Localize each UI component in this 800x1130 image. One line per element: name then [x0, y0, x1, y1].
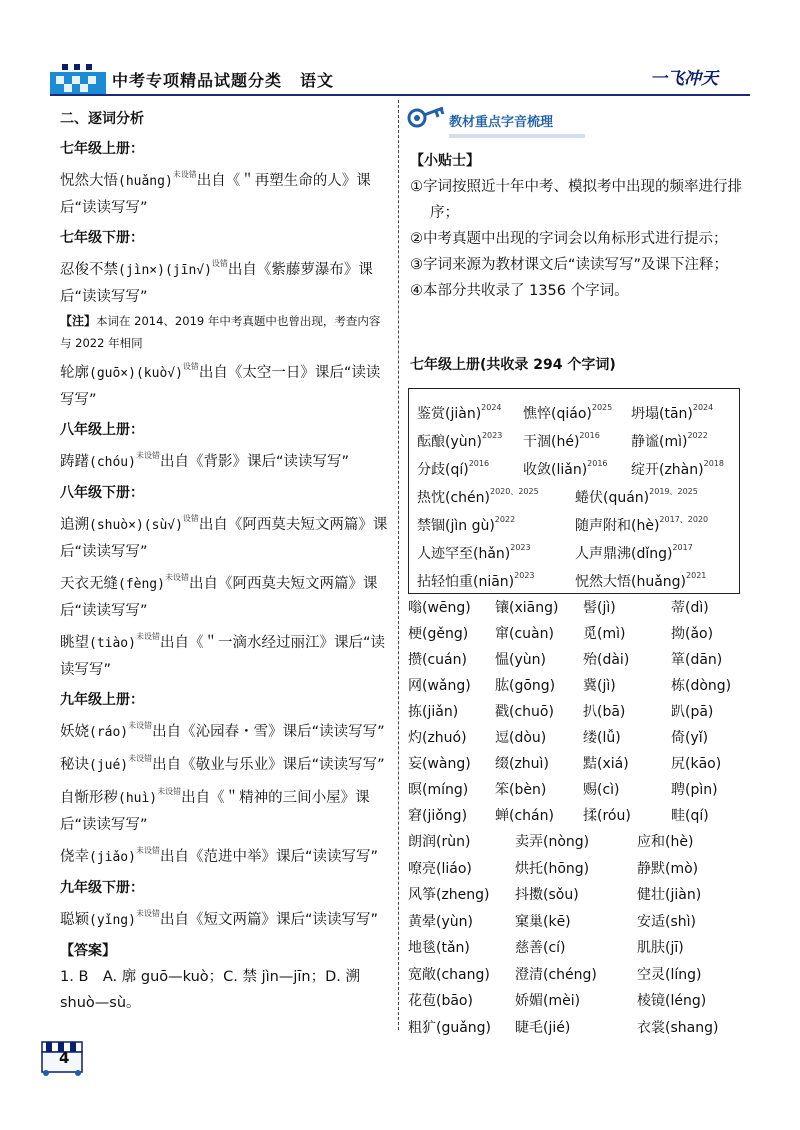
word-entry: 踌躇(chóu)$^{未设错}$出自《背影》课后“读读写写”	[60, 451, 349, 470]
exam-word: 收敛(liǎn)$^{2016}$	[523, 459, 608, 478]
vocab-word: 睫毛(jié)	[515, 1019, 571, 1036]
tips-heading: 【小贴士】	[410, 153, 480, 169]
vocab-char: 蝉(chán)	[495, 808, 554, 824]
word-entry: 侥幸(jiǎo)$^{未设错}$出自《范进中举》课后“读读写写”	[60, 846, 378, 865]
vocab-char: 赐(cì)	[583, 782, 620, 798]
header-subject: 语文	[300, 71, 335, 90]
vocab-char: 缀(zhuì)	[495, 756, 549, 772]
vocab-heading: 七年级上册(共收录 294 个字词)	[410, 357, 616, 373]
vocab-char: 拣(jiǎn)	[408, 704, 459, 720]
exam-word: 蜷伏(quán)$^{2019、2025}$	[575, 487, 698, 506]
header-rule	[50, 94, 750, 96]
tips-box	[410, 144, 750, 304]
exam-word: 静谧(mì)$^{2022}$	[631, 431, 708, 450]
vocab-word: 空灵(líng)	[637, 966, 702, 983]
vocab-char: 笨(bèn)	[495, 782, 547, 798]
vocab-char: 肱(gōng)	[495, 678, 556, 694]
vocab-word: 应和(hè)	[637, 834, 694, 850]
vocab-word: 花苞(bāo)	[408, 993, 473, 1009]
word-entry: 天衣无缝(fèng)$^{未设错}$出自《阿西莫夫短文两篇》课后“读读写写”	[60, 573, 378, 619]
vocab-char: 拗(ǎo)	[671, 626, 714, 642]
vocab-word: 宽敞(chang)	[408, 966, 490, 983]
vocab-char: 窜(cuàn)	[495, 626, 554, 642]
vocab-char: 妄(wàng)	[408, 756, 471, 772]
section-title: 教材重点字音梳理	[449, 115, 554, 130]
word-entry: 忍俊不禁(jìn×)(jīn√)$^{设错}$出自《紫藤萝瀑布》课后“读读写写”	[60, 259, 373, 305]
vocab-char: 黠(xiá)	[583, 756, 629, 772]
vocab-char: 尻(kāo)	[671, 756, 722, 772]
vocab-char: 扒(bā)	[583, 704, 626, 720]
exam-word: 干涸(hé)$^{2016}$	[523, 431, 600, 450]
vocab-char: 缕(lǚ)	[583, 730, 621, 746]
vocab-char: 嗡(wēng)	[408, 600, 471, 616]
vocab-word: 风筝(zheng)	[408, 887, 490, 903]
section-heading: 二、逐词分析	[60, 111, 144, 127]
vocab-word: 安适(shì)	[637, 913, 696, 930]
exam-word: 拈轻怕重(niān)$^{2023}$	[417, 571, 535, 590]
vocab-char: 髻(jì)	[583, 600, 616, 616]
vocab-char: 趴(pā)	[671, 704, 714, 720]
vocab-word: 慈善(cí)	[515, 940, 566, 956]
tip-item: ④本部分共收录了 1356 个字词。	[410, 283, 629, 299]
note: 【注】本词在 2014、2019 年中考真题中也曾出现，考查内容与 2022 年相同	[60, 314, 381, 350]
word-entry: 妖娆(ráo)$^{未设错}$出自《沁园春・雪》课后“读读写写”	[60, 721, 385, 740]
exam-word: 酝酿(yùn)$^{2023}$	[417, 431, 503, 450]
exam-word: 人声鼎沸(dǐng)$^{2017}$	[575, 543, 693, 562]
word-entry: 自惭形秽(huì)$^{未设错}$出自《＂精神的三间小屋》课后“读读写写”	[60, 787, 370, 833]
vocab-word: 肌肤(jī)	[637, 940, 684, 956]
vocab-char: 灼(zhuó)	[408, 730, 467, 746]
vocab-word: 抖擞(sǒu)	[515, 887, 579, 903]
exam-word: 憔悴(qiáo)$^{2025}$	[523, 403, 613, 422]
word-entry: 秘诀(jué)$^{未设错}$出自《敬业与乐业》课后“读读写写”	[60, 754, 385, 773]
tip-item: ②中考真题中出现的字词会以角标形式进行提示；	[410, 231, 728, 247]
tip-item: ③字词来源为教材课文后“读读写写”及课下注释；	[410, 257, 729, 273]
grade-heading: 八年级上册：	[60, 422, 144, 438]
vocab-char: 镶(xiāng)	[495, 600, 559, 616]
vocab-word: 窠巢(kē)	[515, 913, 571, 930]
vocab-word: 嘹亮(liáo)	[408, 860, 472, 877]
vocab-char: 觅(mì)	[583, 626, 626, 642]
header-series: 中考专项精品试题分类	[112, 71, 283, 90]
exam-word: 热忱(chén)$^{2020、2025}$	[417, 487, 539, 506]
vocab-char: 倚(yǐ)	[671, 730, 709, 746]
exam-word: 坍塌(tān)$^{2024}$	[631, 403, 714, 422]
exam-word: 分歧(qí)$^{2016}$	[417, 459, 490, 478]
vocab-word: 朗润(rùn)	[408, 834, 471, 850]
vocab-word: 衣裳(shang)	[637, 1019, 719, 1036]
vocab-word: 健壮(jiàn)	[637, 887, 702, 903]
vocab-char: 冀(jì)	[583, 678, 616, 694]
vocab-char: 聘(pìn)	[671, 782, 718, 798]
exam-word: 绽开(zhàn)$^{2018}$	[631, 459, 724, 478]
exam-word: 禁锢(jìn gù)$^{2022}$	[417, 515, 516, 534]
word-entry: 怳然大悟(huǎng)$^{未设错}$出自《＂再塑生命的人》课后“读读写写”	[60, 170, 371, 216]
exam-words-box	[408, 388, 740, 594]
exam-word: 随声附和(hè)$^{2017、2020}$	[575, 515, 709, 534]
vocab-char: 攒(cuán)	[408, 652, 467, 668]
vocab-word: 黄晕(yùn)	[408, 913, 473, 930]
vocab-word: 粗犷(guǎng)	[408, 1019, 492, 1036]
exam-word: 怳然大悟(huǎng)$^{2021}$	[575, 571, 707, 590]
vocab-char: 栋(dòng)	[671, 678, 732, 694]
grade-heading: 九年级上册：	[60, 692, 144, 708]
answer-text: 1. B A. 廓 guō—kuò；C. 禁 jìn—jīn；D. 溯 shuò—sù。	[60, 969, 360, 1011]
grade-heading: 八年级下册：	[60, 485, 144, 501]
vocab-char: 揉(róu)	[583, 808, 631, 824]
vocab-char: 蒂(dì)	[671, 600, 709, 616]
vocab-word: 棱镜(léng)	[637, 993, 707, 1009]
vocab-char: 畦(qí)	[671, 808, 709, 824]
exam-word: 鉴赏(jiàn)$^{2024}$	[417, 403, 502, 422]
word-entry: 轮廓(guō×)(kuò√)$^{设错}$出自《太空一日》课后“读读写写”	[60, 362, 381, 408]
left-column	[60, 102, 390, 1016]
vocab-char: 殆(dài)	[583, 652, 630, 668]
word-entry: 聪颖(yǐng)$^{未设错}$出自《短文两篇》课后“读读写写”	[60, 909, 378, 928]
vocab-char: 窘(jiǒng)	[408, 808, 468, 824]
vocab-char: 戳(chuō)	[495, 704, 554, 720]
vocab-word: 地毯(tǎn)	[408, 940, 470, 956]
grade-heading: 七年级下册：	[60, 230, 144, 246]
vocab-word: 静默(mò)	[637, 860, 699, 877]
word-entry: 眺望(tiào)$^{未设错}$出自《＂一滴水经过丽江》课后“读读写写”	[60, 632, 385, 678]
vocab-char: 梗(gěng)	[408, 626, 469, 642]
grade-heading: 七年级上册：	[60, 141, 144, 157]
vocab-char: 愠(yùn)	[495, 652, 546, 668]
title-underline	[449, 134, 585, 138]
vocab-char: 暝(míng)	[408, 782, 469, 798]
exam-word: 人迹罕至(hǎn)$^{2023}$	[417, 543, 531, 562]
vocab-word: 卖弄(nòng)	[515, 834, 590, 850]
vocab-char: 网(wǎng)	[408, 678, 471, 694]
vocab-word: 娇媚(mèi)	[515, 993, 581, 1009]
vocab-word: 烘托(hōng)	[515, 860, 590, 877]
answer-heading: 【答案】	[60, 943, 116, 959]
column-divider	[398, 100, 399, 1030]
vocab-word: 澄清(chéng)	[515, 966, 597, 983]
grade-heading: 九年级下册：	[60, 880, 144, 896]
header-title	[112, 68, 352, 91]
vocab-char: 逗(dòu)	[495, 730, 547, 746]
tip-item: ①字词按照近十年中考、模拟考中出现的频率进行排序；	[410, 179, 742, 221]
page-number: 4	[59, 1049, 70, 1067]
vocab-char: 箪(dān)	[671, 652, 723, 668]
key-icon	[407, 104, 445, 136]
word-entry: 追溯(shuò×)(sù√)$^{设错}$出自《阿西莫夫短文两篇》课后“读读写写”	[60, 514, 388, 560]
checkered-flag-icon	[48, 58, 108, 98]
brand-logo: 一飞冲天	[650, 69, 718, 89]
